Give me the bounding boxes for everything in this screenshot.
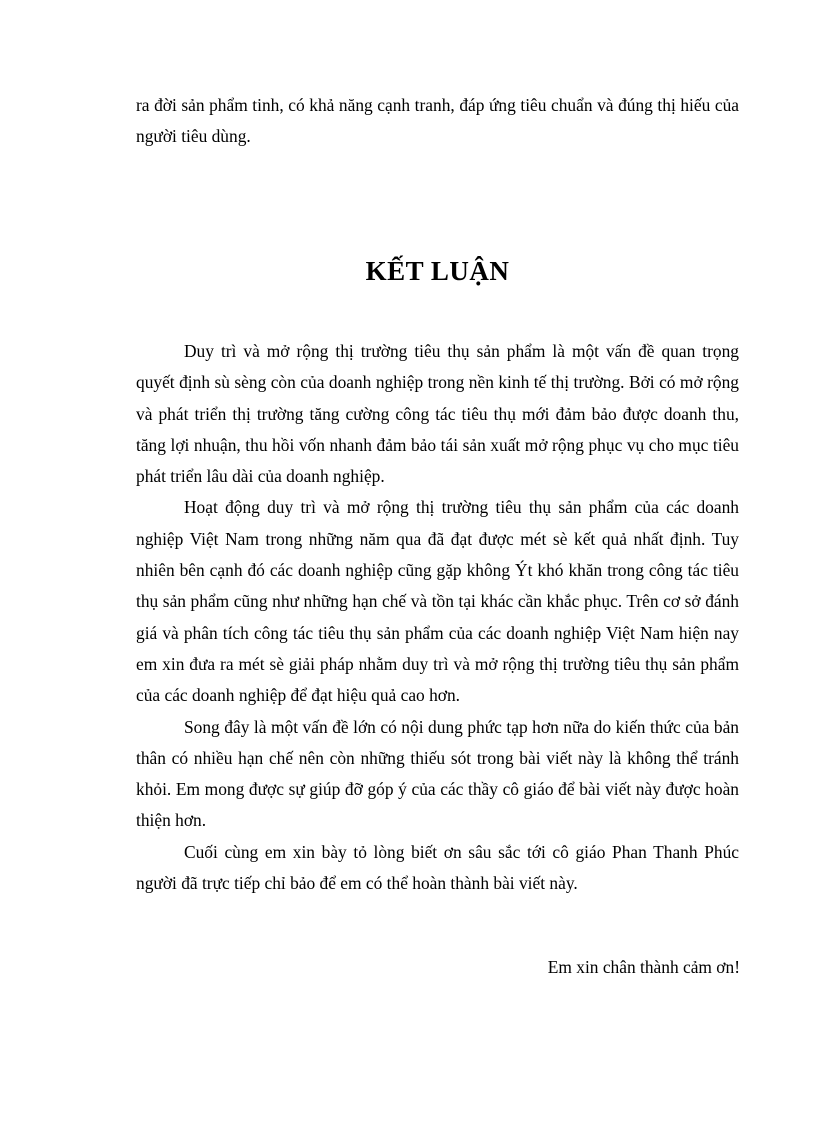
intro-paragraph: ra đời sản phẩm tinh, có khả năng cạnh tranh, đáp ứng tiêu chuẩn và đúng thị hiếu của người tiêu dùng.	[136, 95, 739, 147]
conclusion-body	[136, 336, 739, 899]
paragraph-1: Duy trì và mở rộng thị trường tiêu thụ sản phẩm là một vấn đề quan trọng quyết định sù sèng còn của doanh nghiệp trong nền kinh tế thị trường. Bởi có mở rộng và phát triển thị trường tăng cường công tác tiêu thụ mới đảm bảo được doanh thu, tăng lợi nhuận, thu hồi vốn nhanh đảm bảo tái sản xuất mở rộng phục vụ cho mục tiêu phát triển lâu dài của doanh nghiệp.	[136, 341, 739, 487]
paragraph-2: Hoạt động duy trì và mở rộng thị trường tiêu thụ sản phẩm của các doanh nghiệp Việt Nam trong những năm qua đã đạt được mét sè kết quả nhất định. Tuy nhiên bên cạnh đó các doanh nghiệp cũng gặp không Ýt khó khăn trong công tác tiêu thụ sản phẩm cũng như những hạn chế và tồn tại khác cần khắc phục. Trên cơ sở đánh giá và phân tích công tác tiêu thụ sản phẩm của các doanh nghiệp Việt Nam hiện nay em xin đưa ra mét sè giải pháp nhằm duy trì và mở rộng thị trường tiêu thụ sản phẩm của các doanh nghiệp để đạt hiệu quả cao hơn.	[136, 497, 739, 706]
signoff-line: Em xin chân thành cảm ơn!	[547, 957, 740, 977]
section-heading: KẾT LUẬN	[365, 256, 510, 286]
paragraph-4: Cuối cùng em xin bày tỏ lòng biết ơn sâu sắc tới cô giáo Phan Thanh Phúc người đã trực tiếp chỉ bảo để em có thể hoàn thành bài viết này.	[136, 841, 739, 894]
paragraph-3: Song đây là một vấn đề lớn có nội dung phức tạp hơn nữa do kiến thức của bản thân có nhiều hạn chế nên còn những thiếu sót trong bài viết này là không thể tránh khỏi. Em mong được sự giúp đỡ góp ý của các thầy cô giáo để bài viết này được hoàn thiện hơn.	[136, 716, 739, 831]
